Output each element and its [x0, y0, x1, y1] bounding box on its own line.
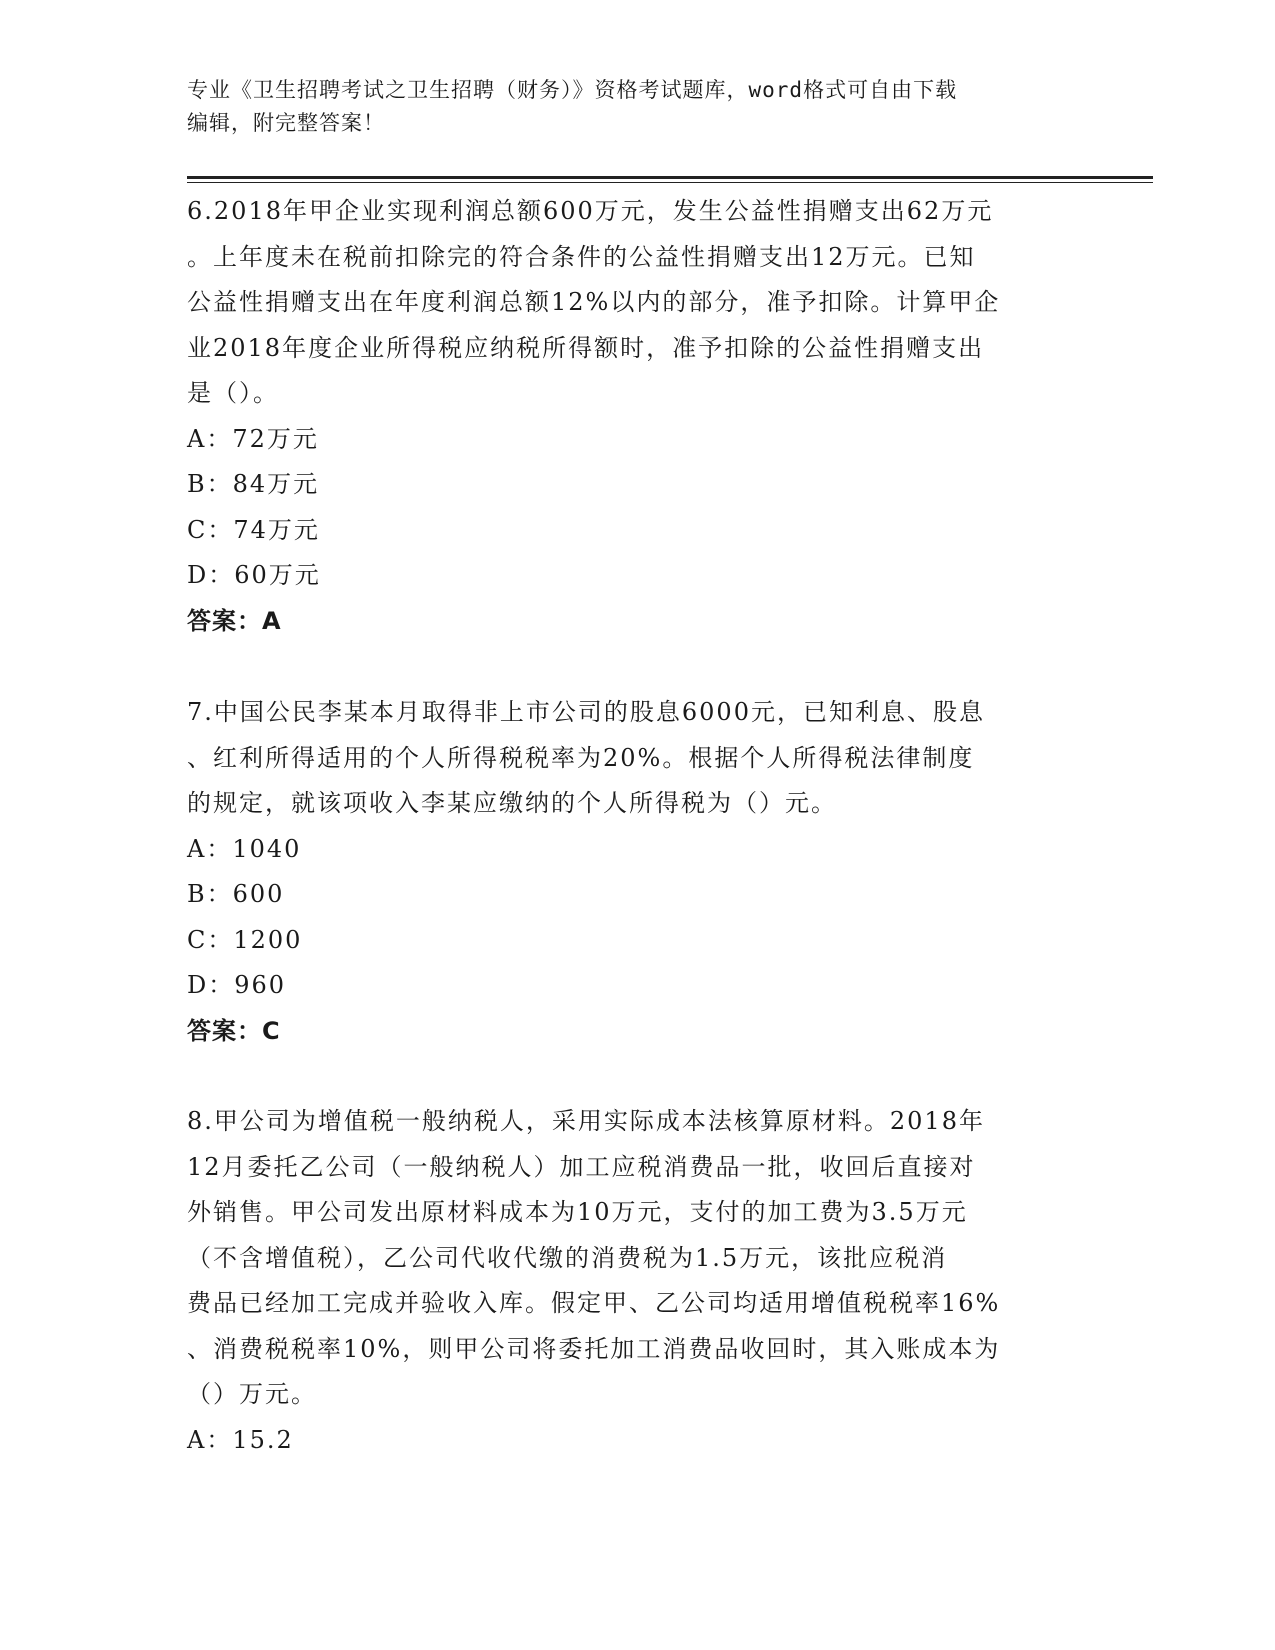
- header-divider-thick: [187, 176, 1153, 179]
- question-6: [187, 189, 1087, 644]
- option-a: A：15.2: [187, 1425, 294, 1454]
- question-stem: [187, 690, 1087, 827]
- question-stem: [187, 189, 1087, 417]
- option-c: C：1200: [187, 925, 303, 954]
- header-divider-thin: [187, 182, 1153, 183]
- option-b: B：600: [187, 880, 285, 908]
- stem-line: 12月委托乙公司（一般纳税人）加工应税消费品一批，收回后直接对: [187, 1152, 976, 1181]
- stem-line: 的规定，就该项收入李某应缴纳的个人所得税为（）元。: [187, 789, 837, 817]
- stem-line: 是（）。: [187, 379, 279, 407]
- stem-line: 费品已经加工完成并验收入库。假定甲、乙公司均适用增值税税率16%: [187, 1289, 1001, 1317]
- stem-line: （不含增值税），乙公司代收代缴的消费税为1.5万元，该批应税消: [187, 1243, 948, 1272]
- question-stem: [187, 1099, 1087, 1418]
- header-line-2: 编辑，附完整答案！: [187, 111, 385, 135]
- option-d: D：960: [187, 971, 287, 999]
- header-line-1: 专业《卫生招聘考试之卫生招聘（财务）》资格考试题库，word格式可自由下载: [187, 78, 958, 102]
- stem-line: 6.2018年甲企业实现利润总额600万元，发生公益性捐赠支出62万元: [187, 197, 994, 225]
- option-a: A：72万元: [187, 424, 319, 453]
- stem-line: 、红利所得适用的个人所得税税率为20%。根据个人所得税法律制度: [187, 743, 975, 772]
- stem-line: 公益性捐赠支出在年度利润总额12%以内的部分，准予扣除。计算甲企: [187, 288, 1001, 316]
- stem-line: 7.中国公民李某本月取得非上市公司的股息6000元，已知利息、股息: [187, 698, 985, 726]
- answer-line: 答案：C: [187, 1016, 281, 1045]
- option-d: D：60万元: [187, 561, 321, 589]
- option-a: A：1040: [187, 834, 302, 863]
- answer-line: 答案：A: [187, 606, 282, 635]
- question-7: [187, 690, 1087, 1054]
- stem-line: 外销售。甲公司发出原材料成本为10万元，支付的加工费为3.5万元: [187, 1198, 968, 1226]
- option-b: B：84万元: [187, 470, 320, 498]
- document-header: [187, 74, 1087, 140]
- question-8: [187, 1099, 1087, 1463]
- stem-line: （）万元。: [187, 1380, 317, 1408]
- option-c: C：74万元: [187, 515, 320, 544]
- stem-line: 业2018年度企业所得税应纳税所得额时，准予扣除的公益性捐赠支出: [187, 333, 985, 362]
- stem-line: 、消费税税率10%，则甲公司将委托加工消费品收回时，其入账成本为: [187, 1334, 1001, 1363]
- stem-line: 。上年度未在税前扣除完的符合条件的公益性捐赠支出12万元。已知: [187, 242, 976, 271]
- stem-line: 8.甲公司为增值税一般纳税人，采用实际成本法核算原材料。2018年: [187, 1107, 985, 1135]
